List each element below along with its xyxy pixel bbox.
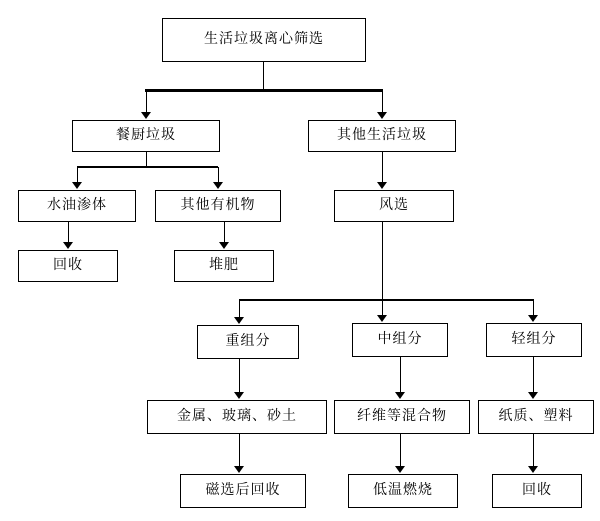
node-label: 轻组分 bbox=[511, 331, 557, 348]
node-water-oil-leachate[interactable] bbox=[18, 190, 136, 222]
node-fiber-mixture[interactable] bbox=[334, 400, 470, 434]
node-label: 中组分 bbox=[377, 331, 423, 348]
node-label: 其他有机物 bbox=[180, 197, 256, 214]
connector-canchu-down bbox=[146, 152, 147, 167]
connector-qita-to-fengxuan bbox=[382, 152, 383, 183]
arrow-shuiyou-to-huishou bbox=[63, 242, 73, 249]
node-composting[interactable] bbox=[174, 250, 274, 282]
node-kitchen-waste[interactable] bbox=[72, 120, 220, 152]
connector-shuiyou-to-huishou bbox=[68, 222, 69, 243]
node-label: 水油渗体 bbox=[47, 197, 107, 214]
node-heavy-fraction[interactable] bbox=[197, 325, 299, 359]
connector-fengxuan-to-mid bbox=[382, 300, 383, 316]
node-label: 堆肥 bbox=[209, 257, 239, 274]
arrow-root-to-canchu bbox=[141, 112, 151, 119]
connector-jinshu-to-cixuan bbox=[239, 434, 240, 467]
connector-root-down bbox=[263, 62, 264, 90]
arrow-zhong-to-jinshu bbox=[234, 392, 244, 399]
arrow-jinshu-to-cixuan bbox=[234, 466, 244, 473]
connector-qing-to-zhizhi bbox=[533, 357, 534, 393]
connector-canchu-to-youji bbox=[218, 167, 219, 183]
node-other-organics[interactable] bbox=[155, 190, 281, 222]
node-medium-fraction[interactable] bbox=[352, 323, 448, 357]
node-label: 餐厨垃圾 bbox=[116, 127, 176, 144]
node-label: 生活垃圾离心筛选 bbox=[204, 31, 324, 48]
node-low-temp-combustion[interactable] bbox=[348, 474, 458, 508]
connector-fengxuan-to-qing bbox=[533, 300, 534, 316]
connector-canchu-to-shuiyou bbox=[77, 167, 78, 183]
arrow-qita-to-fengxuan bbox=[377, 182, 387, 189]
node-label: 回收 bbox=[522, 482, 552, 499]
node-label: 金属、玻璃、砂土 bbox=[177, 408, 297, 425]
arrow-zhizhi-to-huishou bbox=[528, 466, 538, 473]
arrow-qing-to-zhizhi bbox=[528, 392, 538, 399]
connector-root-to-qita bbox=[382, 90, 383, 113]
node-paper-plastic[interactable] bbox=[478, 400, 594, 434]
node-metal-glass-sand[interactable] bbox=[147, 400, 327, 434]
arrow-youji-to-duifei bbox=[219, 242, 229, 249]
connector-youji-to-duifei bbox=[224, 222, 225, 243]
node-label: 其他生活垃圾 bbox=[337, 127, 427, 144]
connector-zhong-to-jinshu bbox=[239, 359, 240, 393]
node-label: 风选 bbox=[379, 197, 409, 214]
node-label: 重组分 bbox=[225, 333, 271, 350]
connector-fengxuan-bus bbox=[239, 299, 534, 301]
arrow-root-to-qita bbox=[377, 112, 387, 119]
connector-fengxuan-down bbox=[382, 222, 383, 300]
node-label: 低温燃烧 bbox=[373, 482, 433, 499]
connector-xianwei-to-dianwen bbox=[400, 434, 401, 467]
arrow-mid-to-xianwei bbox=[395, 392, 405, 399]
arrow-canchu-to-shuiyou bbox=[72, 182, 82, 189]
connector-zhizhi-to-huishou bbox=[533, 434, 534, 467]
connector-canchu-bus bbox=[77, 166, 218, 168]
arrow-xianwei-to-dianwen bbox=[395, 466, 405, 473]
connector-fengxuan-to-zhong bbox=[239, 300, 240, 318]
node-label: 磁选后回收 bbox=[205, 482, 281, 499]
node-centrifugal-screening[interactable] bbox=[162, 18, 366, 62]
node-label: 纸质、塑料 bbox=[498, 408, 574, 425]
arrow-fengxuan-to-zhong bbox=[234, 317, 244, 324]
node-label: 回收 bbox=[53, 257, 83, 274]
node-recycle-left[interactable] bbox=[18, 250, 118, 282]
node-label: 纤维等混合物 bbox=[357, 408, 447, 425]
node-recycle-right[interactable] bbox=[492, 474, 582, 508]
node-air-separation[interactable] bbox=[334, 190, 454, 222]
node-magnetic-recovery[interactable] bbox=[180, 474, 306, 508]
connector-root-to-canchu bbox=[146, 90, 147, 113]
connector-mid-to-xianwei bbox=[400, 357, 401, 393]
node-light-fraction[interactable] bbox=[486, 323, 582, 357]
node-other-domestic-waste[interactable] bbox=[308, 120, 456, 152]
arrow-fengxuan-to-qing bbox=[528, 315, 538, 322]
arrow-fengxuan-to-mid bbox=[377, 315, 387, 322]
arrow-canchu-to-youji bbox=[213, 182, 223, 189]
connector-root-bus bbox=[145, 89, 383, 92]
